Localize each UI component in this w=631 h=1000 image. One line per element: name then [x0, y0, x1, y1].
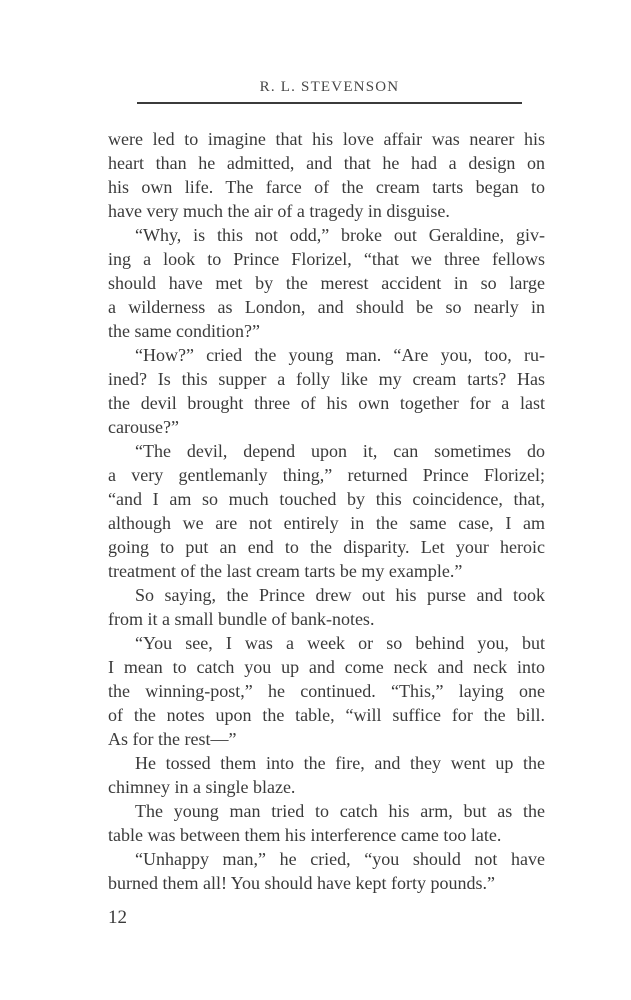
paragraph	[108, 127, 545, 223]
text-line: the devil brought three of his own together for a last	[108, 393, 545, 413]
text-line: burned them all! You should have kept forty pounds.”	[108, 873, 495, 893]
page-text-body	[108, 127, 545, 895]
text-line: from it a small bundle of bank-notes.	[108, 609, 375, 629]
text-line: ing a look to Prince Florizel, “that we three fellows	[108, 249, 545, 269]
text-line: have very much the air of a tragedy in disguise.	[108, 201, 450, 221]
text-line: ined? Is this supper a folly like my cream tarts? Has	[108, 369, 545, 389]
text-line: were led to imagine that his love affair was nearer his	[108, 129, 545, 149]
text-line: should have met by the merest accident in so large	[108, 273, 545, 293]
text-line: going to put an end to the disparity. Let your heroic	[108, 537, 545, 557]
text-line: although we are not entirely in the same case, I am	[108, 513, 545, 533]
header-rule	[137, 102, 522, 104]
text-line: “Why, is this not odd,” broke out Geraldine, giv-	[135, 225, 545, 245]
text-line: of the notes upon the table, “will suffice for the bill.	[108, 705, 545, 725]
text-line: the winning-post,” he continued. “This,” laying one	[108, 681, 545, 701]
text-line: “and I am so much touched by this coincidence, that,	[108, 489, 545, 509]
paragraph	[108, 583, 545, 631]
text-line: heart than he admitted, and that he had a design on	[108, 153, 545, 173]
paragraph	[108, 223, 545, 343]
text-line: treatment of the last cream tarts be my example.”	[108, 561, 463, 581]
text-line: “The devil, depend upon it, can sometimes do	[135, 441, 545, 461]
paragraph	[108, 439, 545, 583]
paragraph	[108, 631, 545, 751]
text-line: So saying, the Prince drew out his purse and took	[135, 585, 545, 605]
paragraph	[108, 751, 545, 799]
page-number: 12	[108, 907, 127, 928]
text-line: “You see, I was a week or so behind you, but	[135, 633, 545, 653]
text-line: “How?” cried the young man. “Are you, too, ru-	[135, 345, 545, 365]
text-line: the same condition?”	[108, 321, 260, 341]
text-line: carouse?”	[108, 417, 179, 437]
text-line: a very gentlemanly thing,” returned Prince Florizel;	[108, 465, 545, 485]
text-line: He tossed them into the fire, and they went up the	[135, 753, 545, 773]
running-header	[137, 78, 522, 104]
paragraph	[108, 799, 545, 847]
text-line: The young man tried to catch his arm, but as the	[135, 801, 545, 821]
paragraph	[108, 343, 545, 439]
text-line: chimney in a single blaze.	[108, 777, 296, 797]
text-line: I mean to catch you up and come neck and neck into	[108, 657, 545, 677]
text-line: his own life. The farce of the cream tarts began to	[108, 177, 545, 197]
text-line: table was between them his interference came too late.	[108, 825, 502, 845]
text-line: As for the rest—”	[108, 729, 237, 749]
paragraph	[108, 847, 545, 895]
running-header-title: R. L. STEVENSON	[259, 79, 400, 95]
text-line: “Unhappy man,” he cried, “you should not have	[135, 849, 545, 869]
text-line: a wilderness as London, and should be so nearly in	[108, 297, 545, 317]
